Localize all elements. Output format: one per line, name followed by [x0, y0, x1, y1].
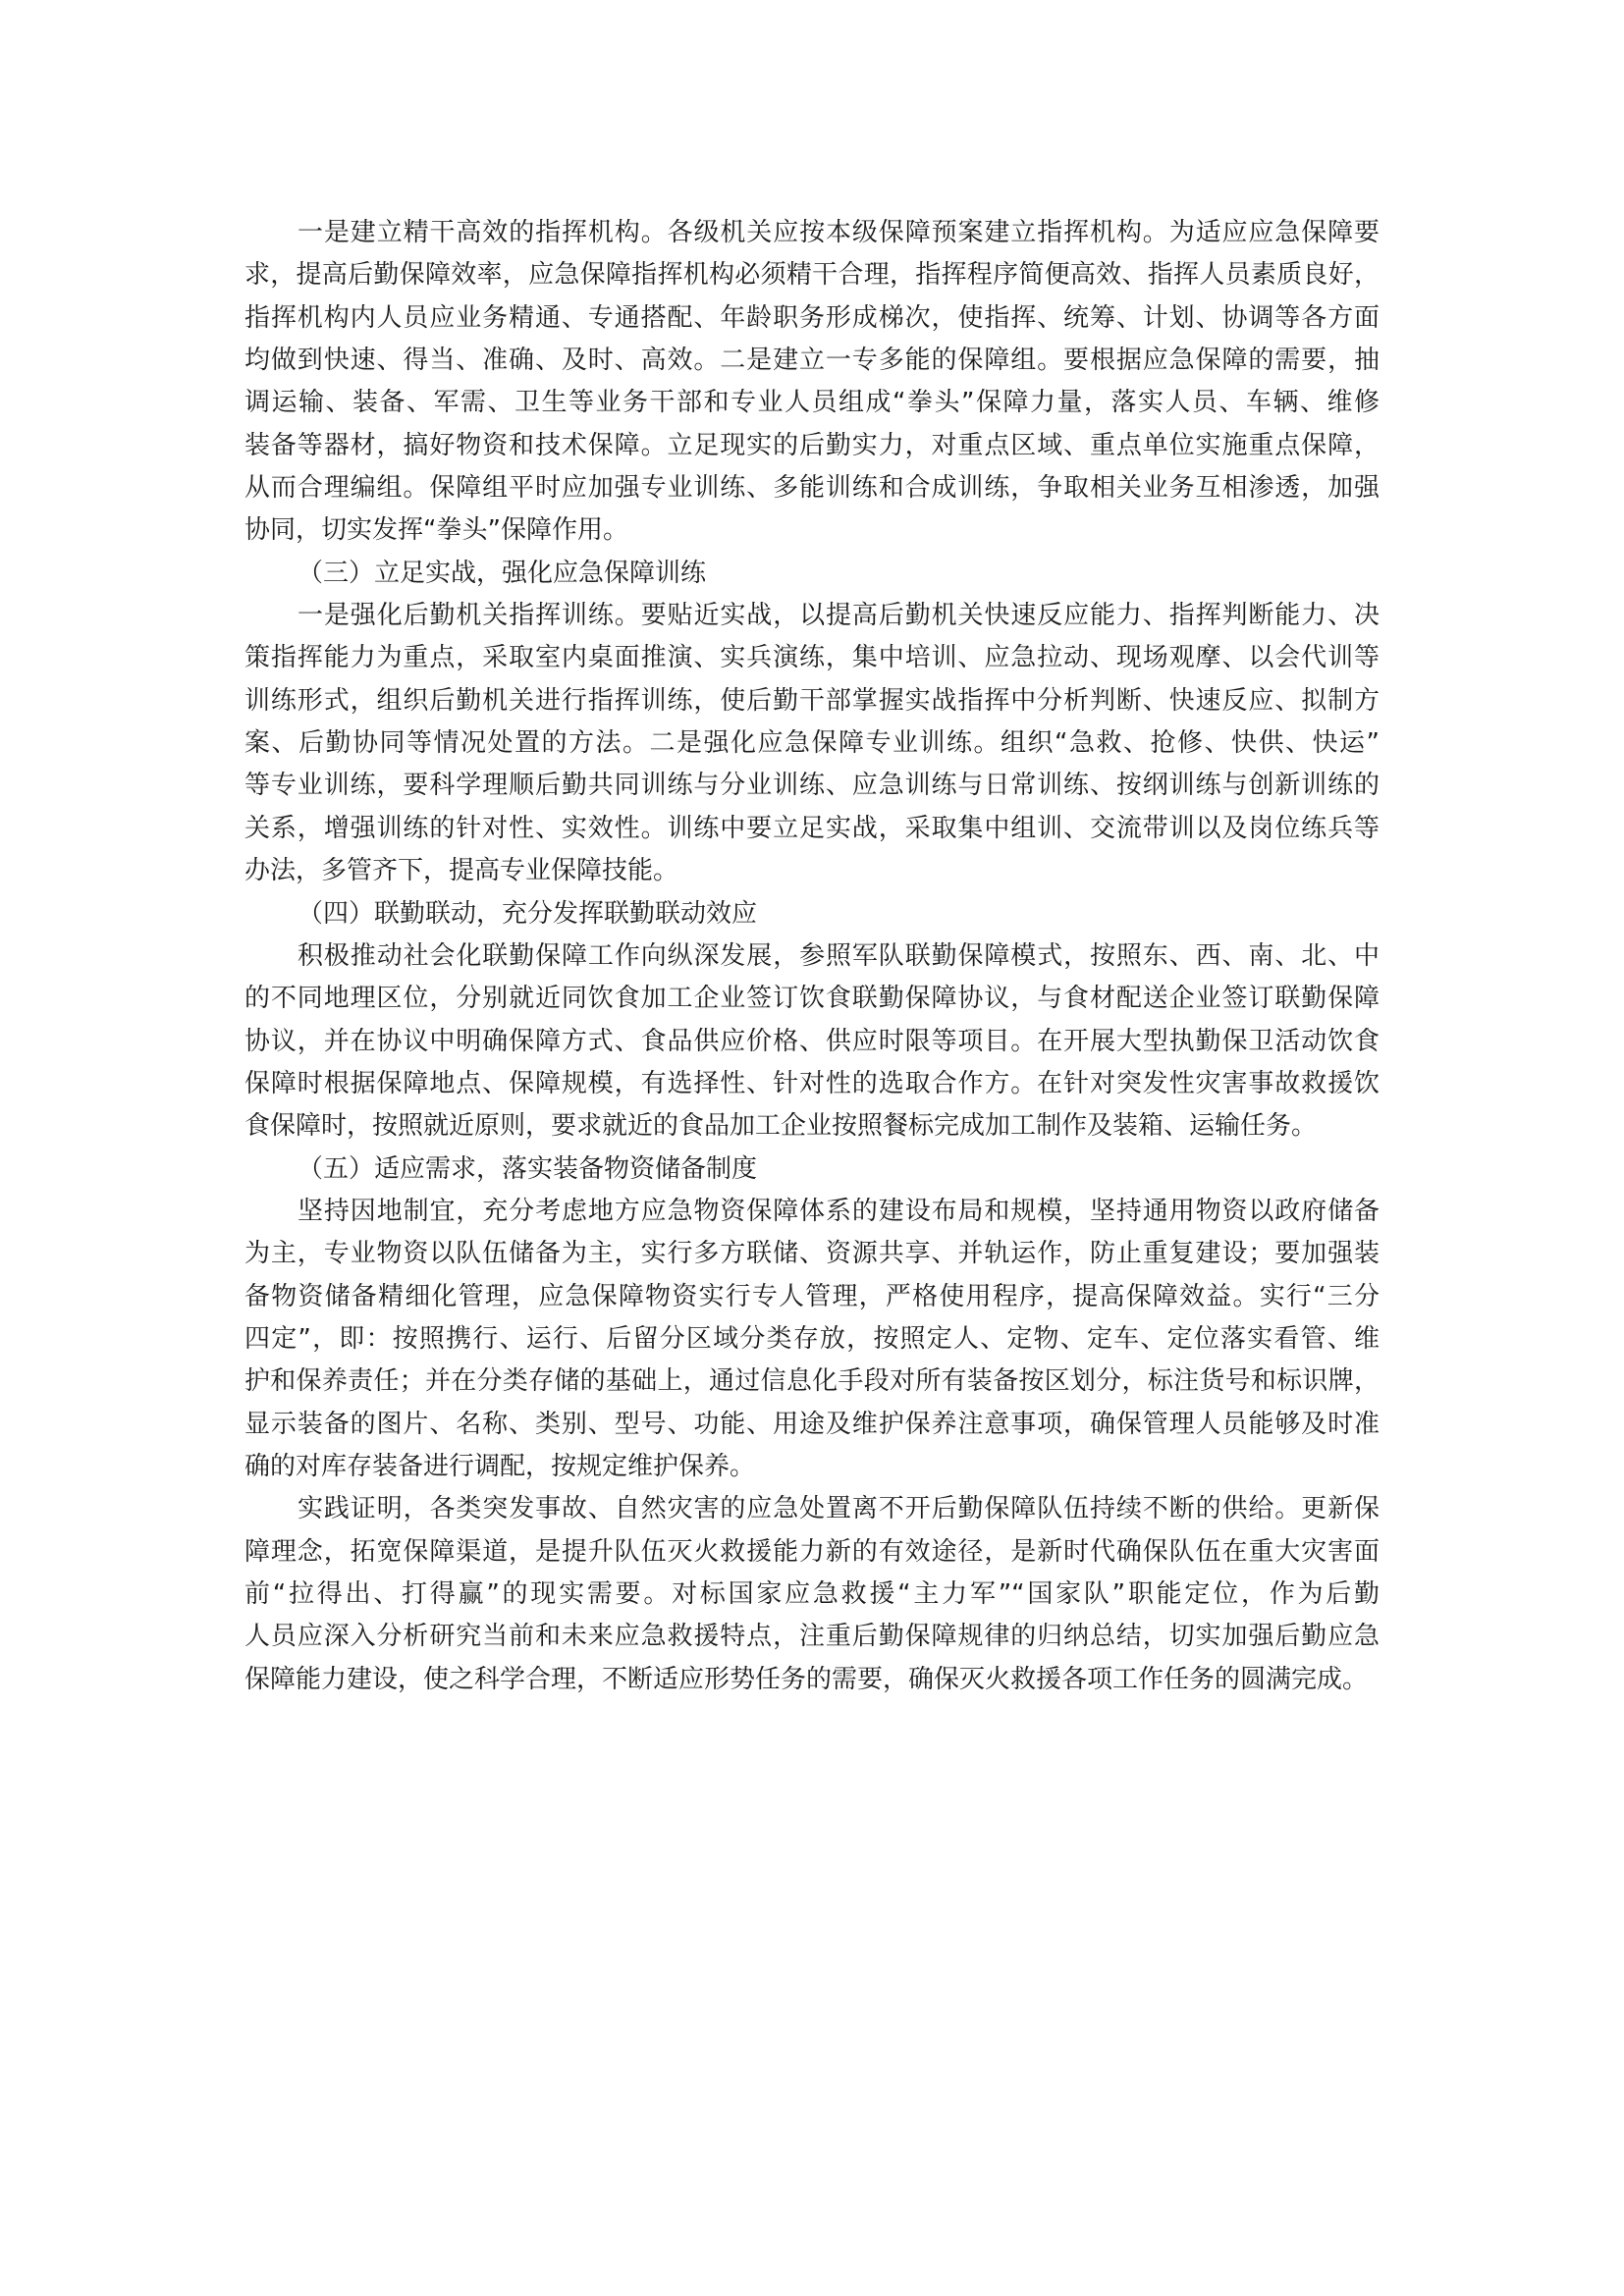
line-text: 训练形式，组织后勤机关进行指挥训练，使后勤干部掌握实战指挥中分析判断、快速反应、拟制方 [244, 685, 1380, 716]
line-text: 食保障时，按照就近原则，要求就近的食品加工企业按照餐标完成加工制作及装箱、运输任务。 [244, 1111, 1318, 1142]
line-text: 确的对库存装备进行调配，按规定维护保养。 [244, 1451, 756, 1481]
text-line [244, 1531, 1380, 1574]
text-line [244, 1659, 1380, 1701]
line-text: 策指挥能力为重点，采取室内桌面推演、实兵演练，集中培训、应急拉动、现场观摩、以会代训等 [244, 643, 1380, 673]
text-line [244, 509, 1380, 552]
line-text: 协议，并在协议中明确保障方式、食品供应价格、供应时限等项目。在开展大型执勤保卫活动饮食 [244, 1026, 1380, 1056]
text-line [244, 1488, 1380, 1530]
line-text: 的不同地理区位，分别就近同饮食加工企业签订饮食联勤保障协议，与食材配送企业签订联勤保障 [244, 984, 1380, 1014]
text-line [244, 425, 1380, 467]
text-line [244, 765, 1380, 807]
text-line [244, 1404, 1380, 1446]
text-line [244, 212, 1380, 254]
line-text: 求，提高后勤保障效率，应急保障指挥机构必须精干合理，指挥程序简便高效、指挥人员素质良好， [244, 260, 1380, 291]
text-line [244, 1191, 1380, 1233]
line-text: 实践证明，各类突发事故、自然灾害的应急处置离不开后勤保障队伍持续不断的供给。更新保 [298, 1494, 1380, 1524]
line-text: 积极推动社会化联勤保障工作向纵深发展，参照军队联勤保障模式，按照东、西、南、北、中 [298, 940, 1380, 971]
line-text: 一是强化后勤机关指挥训练。要贴近实战，以提高后勤机关快速反应能力、指挥判断能力、决 [298, 601, 1380, 631]
text-line [244, 1318, 1380, 1361]
line-text: 装备等器材，搞好物资和技术保障。立足现实的后勤实力，对重点区域、重点单位实施重点保障， [244, 430, 1380, 460]
text-line [244, 1063, 1380, 1105]
line-text: 办法，多管齐下，提高专业保障技能。 [244, 856, 679, 886]
line-text: 坚持因地制宜，充分考虑地方应急物资保障体系的建设布局和规模，坚持通用物资以政府储备 [298, 1196, 1380, 1226]
text-line [244, 637, 1380, 679]
text-line [244, 850, 1380, 892]
line-text: 护和保养责任；并在分类存储的基础上，通过信息化手段对所有装备按区划分，标注货号和标识牌， [244, 1366, 1380, 1397]
text-line [244, 382, 1380, 424]
line-text: 障理念，拓宽保障渠道，是提升队伍灭火救援能力新的有效途径，是新时代确保队伍在重大灾害面 [244, 1536, 1380, 1567]
line-text: 案、后勤协同等情况处置的方法。二是强化应急保障专业训练。组织“急救、抢修、快供、快运” [244, 728, 1380, 759]
line-text: 保障能力建设，使之科学合理，不断适应形势任务的需要，确保灭火救援各项工作任务的圆满完成。 [244, 1664, 1369, 1694]
text-line [244, 1616, 1380, 1658]
line-text: 显示装备的图片、名称、类别、型号、功能、用途及维护保养注意事项，确保管理人员能够及时准 [244, 1409, 1380, 1439]
line-text: 指挥机构内人员应业务精通、专通搭配、年龄职务形成梯次，使指挥、统筹、计划、协调等各方面 [244, 302, 1380, 333]
text-line [244, 1105, 1380, 1148]
line-text: 前“拉得出、打得赢”的现实需要。对标国家应急救援“主力军”“国家队”职能定位，作为后勤 [244, 1579, 1380, 1609]
heading-text: （三）立足实战，强化应急保障训练 [298, 558, 707, 588]
text-line [244, 893, 1380, 935]
line-text: 调运输、装备、军需、卫生等业务干部和专业人员组成“拳头”保障力量，落实人员、车辆、维修 [244, 388, 1380, 418]
text-line [244, 467, 1380, 509]
text-line [244, 1574, 1380, 1616]
text-line [244, 1148, 1380, 1191]
section-heading [244, 1148, 1380, 1191]
line-text: 等专业训练，要科学理顺后勤共同训练与分业训练、应急训练与日常训练、按纲训练与创新训练的 [244, 771, 1380, 801]
text-line [244, 978, 1380, 1020]
line-text: 协同，切实发挥“拳头”保障作用。 [244, 515, 628, 546]
body-paragraph [244, 1488, 1380, 1701]
section-heading [244, 553, 1380, 595]
text-line [244, 1446, 1380, 1488]
text-line [244, 553, 1380, 595]
text-line [244, 1276, 1380, 1318]
text-line [244, 1021, 1380, 1063]
document-page [244, 212, 1380, 1701]
line-text: 为主，专业物资以队伍储备为主，实行多方联储、资源共享、并轨运作，防止重复建设；要加强装 [244, 1239, 1380, 1269]
line-text: 保障时根据保障地点、保障规模，有选择性、针对性的选取合作方。在针对突发性灾害事故救援饮 [244, 1068, 1380, 1098]
text-line [244, 297, 1380, 340]
body-paragraph [244, 595, 1380, 892]
text-line [244, 254, 1380, 296]
text-line [244, 680, 1380, 722]
text-line [244, 722, 1380, 765]
text-line [244, 1233, 1380, 1275]
line-text: 四定”，即：按照携行、运行、后留分区域分类存放，按照定人、定物、定车、定位落实看管、维 [244, 1323, 1380, 1354]
text-line [244, 935, 1380, 978]
heading-text: （五）适应需求，落实装备物资储备制度 [298, 1153, 758, 1184]
line-text: 备物资储备精细化管理，应急保障物资实行专人管理，严格使用程序，提高保障效益。实行“三分 [244, 1281, 1380, 1311]
heading-text: （四）联勤联动，充分发挥联勤联动效应 [298, 898, 758, 929]
text-line [244, 1361, 1380, 1403]
text-line [244, 595, 1380, 637]
line-text: 均做到快速、得当、准确、及时、高效。二是建立一专多能的保障组。要根据应急保障的需要，抽 [244, 346, 1380, 376]
text-line [244, 340, 1380, 382]
line-text: 从而合理编组。保障组平时应加强专业训练、多能训练和合成训练，争取相关业务互相渗透，加强 [244, 473, 1380, 504]
line-text: 一是建立精干高效的指挥机构。各级机关应按本级保障预案建立指挥机构。为适应应急保障要 [298, 218, 1380, 247]
line-text: 人员应深入分析研究当前和未来应急救援特点，注重后勤保障规律的归纳总结，切实加强后勤应急 [244, 1622, 1380, 1652]
body-paragraph [244, 212, 1380, 553]
text-line [244, 808, 1380, 850]
body-paragraph [244, 935, 1380, 1148]
section-heading [244, 893, 1380, 935]
body-paragraph [244, 1191, 1380, 1488]
line-text: 关系，增强训练的针对性、实效性。训练中要立足实战，采取集中组训、交流带训以及岗位练兵等 [244, 813, 1380, 843]
